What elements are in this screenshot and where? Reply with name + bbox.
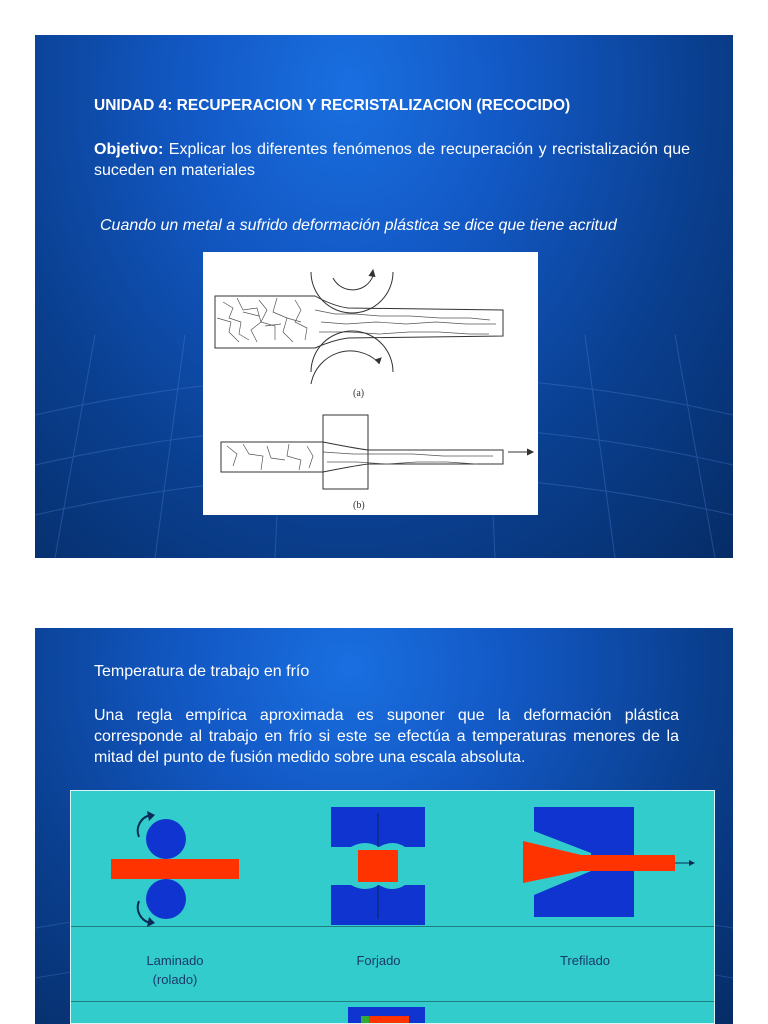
objective-label: Objetivo: [94, 141, 164, 158]
rolado-label: (rolado) [152, 972, 198, 987]
forging-process-icon [331, 807, 425, 925]
slide-2-title: Temperatura de trabajo en frío [94, 663, 310, 680]
deformation-figure [203, 252, 538, 515]
slide-1 [35, 35, 733, 558]
label-a: (a) [353, 388, 365, 399]
slide-title: UNIDAD 4: RECUPERACION Y RECRISTALIZACION (RECOCIDO) [94, 97, 571, 114]
objective-text: Explicar los diferentes fenómenos de recuperación y recristalización que suceden en materiales [94, 141, 690, 179]
process-label-trefilado [541, 951, 629, 970]
forjado-label: Forjado [356, 953, 401, 968]
die-b [323, 415, 368, 489]
rolled-bar-a [215, 296, 503, 348]
label-b: (b) [353, 500, 365, 511]
partial-process-icon [348, 1007, 425, 1023]
rolling-process-icon [111, 811, 239, 927]
upper-roll [311, 272, 393, 313]
rolling-drawing-illustration [203, 252, 538, 515]
process-label-laminado [123, 951, 227, 989]
process-label-forjado [336, 951, 421, 970]
trefilado-label: Trefilado [559, 953, 611, 968]
empirical-rule-paragraph: Una regla empírica aproximada es suponer que la deformación plástica corresponde al trabajo en frío si este se efectúa a temperaturas menores de la mitad del punto de fusión medido sobre una escala absoluta. [94, 707, 679, 766]
drawn-bar-b [221, 442, 503, 472]
laminado-label: Laminado [146, 953, 204, 968]
cold-work-processes-panel [70, 790, 715, 1024]
objective-paragraph [94, 139, 690, 181]
wire-drawing-process-icon [523, 807, 695, 917]
slide-2 [35, 628, 733, 1024]
acritud-statement: Cuando un metal a sufrido deformación plástica se dice que tiene acritud [100, 217, 617, 234]
